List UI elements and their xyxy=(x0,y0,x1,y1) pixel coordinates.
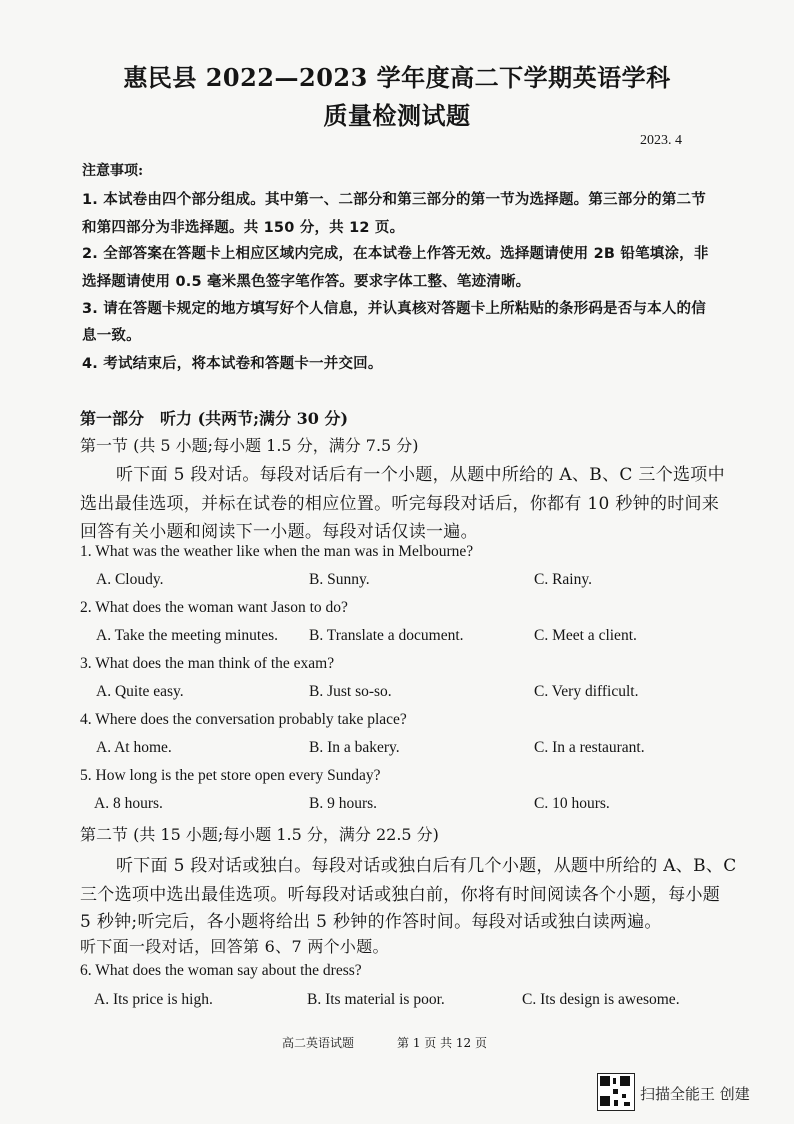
section2-instruction: 听下面 5 段对话或独白。每段对话或独白后有几个小题，从题中所给的 A、B、C xyxy=(116,856,737,876)
q6-option-b: B. Its material is poor. xyxy=(307,991,445,1008)
question-1: 1. What was the weather like when the man was in Melbourne? xyxy=(80,543,474,560)
q2-option-c: C. Meet a client. xyxy=(534,627,637,644)
footer-subject: 高二英语试题 xyxy=(282,1036,355,1050)
question-3: 3. What does the man think of the exam? xyxy=(80,655,335,672)
exam-date: 2023. 4 xyxy=(640,133,682,148)
q1-option-c: C. Rainy. xyxy=(534,571,592,588)
q3-option-b: B. Just so-so. xyxy=(309,683,392,700)
question-6: 6. What does the woman say about the dress? xyxy=(80,962,362,979)
q2-option-a: A. Take the meeting minutes. xyxy=(96,627,279,644)
section1-instruction: 回答有关小题和阅读下一小题。每段对话仅读一遍。 xyxy=(80,522,478,542)
section1-heading: 第一节 (共 5 小题;每小题 1.5 分，满分 7.5 分) xyxy=(80,436,419,455)
notice-heading: 注意事项: xyxy=(82,163,144,179)
q5-option-a: A. 8 hours. xyxy=(94,795,163,812)
q1-option-b: B. Sunny. xyxy=(309,571,370,588)
q4-option-c: C. In a restaurant. xyxy=(534,739,645,756)
part1-heading: 第一部分 听力 (共两节;满分 30 分) xyxy=(80,409,349,428)
q5-option-b: B. 9 hours. xyxy=(309,795,378,812)
exam-title-line2: 质量检测试题 xyxy=(323,101,471,130)
q5-option-c: C. 10 hours. xyxy=(534,795,610,812)
section2-instruction: 三个选项中选出最佳选项。听每段对话或独白前，你将有时间阅读各个小题，每小题 xyxy=(80,885,721,905)
q4-option-b: B. In a bakery. xyxy=(309,739,400,756)
notice-line: 息一致。 xyxy=(82,328,141,344)
q6-option-a: A. Its price is high. xyxy=(94,991,213,1008)
footer-page-number: 第 1 页 共 12 页 xyxy=(397,1036,487,1050)
q3-option-c: C. Very difficult. xyxy=(534,683,639,700)
section1-instruction: 听下面 5 段对话。每段对话后有一个小题，从题中所给的 A、B、C 三个选项中 xyxy=(116,465,725,485)
scanner-watermark-label: 扫描全能王 创建 xyxy=(640,1085,750,1103)
qr-code-icon xyxy=(597,1073,635,1111)
notice-line: 1. 本试卷由四个部分组成。其中第一、二部分和第三部分的第一节为选择题。第三部分的第二节 xyxy=(82,192,706,208)
question-4: 4. Where does the conversation probably take place? xyxy=(80,711,407,728)
question-5: 5. How long is the pet store open every Sunday? xyxy=(80,767,381,784)
section2-instruction: 听下面一段对话，回答第 6、7 两个小题。 xyxy=(80,937,389,956)
q1-option-a: A. Cloudy. xyxy=(96,571,164,588)
q6-option-c: C. Its design is awesome. xyxy=(522,991,680,1008)
q4-option-a: A. At home. xyxy=(96,739,172,756)
q3-option-a: A. Quite easy. xyxy=(96,683,184,700)
q2-option-b: B. Translate a document. xyxy=(309,627,464,644)
question-2: 2. What does the woman want Jason to do? xyxy=(80,599,348,616)
notice-line: 4. 考试结束后，将本试卷和答题卡一并交回。 xyxy=(82,356,383,372)
section2-heading: 第二节 (共 15 小题;每小题 1.5 分，满分 22.5 分) xyxy=(80,825,439,844)
exam-title-line1: 惠民县 2022—2023 学年度高二下学期英语学科 xyxy=(123,63,671,92)
section2-instruction: 5 秒钟;听完后，各小题将给出 5 秒钟的作答时间。每段对话或独白读两遍。 xyxy=(80,912,662,932)
notice-line: 和第四部分为非选择题。共 150 分，共 12 页。 xyxy=(82,220,405,236)
section1-instruction: 选出最佳选项，并标在试卷的相应位置。听完每段对话后，你都有 10 秒钟的时间来 xyxy=(80,494,720,514)
notice-line: 3. 请在答题卡规定的地方填写好个人信息，并认真核对答题卡上所粘贴的条形码是否与本人的信 xyxy=(82,301,706,317)
notice-line: 选择题请使用 0.5 毫米黑色签字笔作答。要求字体工整、笔迹清晰。 xyxy=(82,274,531,290)
notice-line: 2. 全部答案在答题卡上相应区域内完成，在本试卷上作答无效。选择题请使用 2B 铅笔填涂，非 xyxy=(82,246,709,262)
